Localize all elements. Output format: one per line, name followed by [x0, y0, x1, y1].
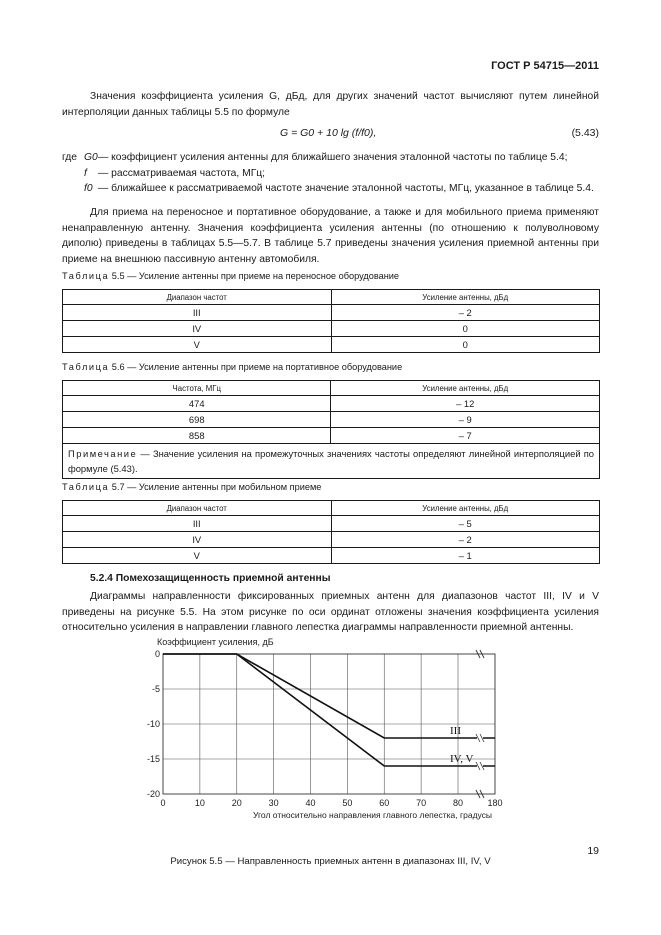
table-row — [63, 532, 600, 548]
series-line-iii — [163, 654, 495, 738]
table-row — [63, 428, 600, 444]
formula: G = G0 + 10 lg (f/f0), — [280, 127, 377, 139]
x-tick-label: 10 — [194, 798, 205, 808]
definition-row — [62, 166, 599, 182]
table-label: Таблица — [62, 362, 110, 372]
definition-row — [62, 181, 599, 197]
table-row — [63, 412, 600, 428]
table-5-7 — [62, 500, 600, 564]
x-tick-label: 20 — [231, 798, 242, 808]
table-row — [63, 548, 600, 564]
table-label: Таблица — [62, 482, 110, 492]
table-row — [63, 337, 600, 353]
table-header-row — [63, 290, 600, 305]
table-row — [63, 396, 600, 412]
page-number: 19 — [587, 845, 599, 857]
document-id: ГОСТ Р 54715—2011 — [491, 60, 599, 72]
column-header: Диапазон частот — [63, 290, 332, 305]
definition-prefix — [62, 166, 84, 182]
x-tick-label: 30 — [268, 798, 279, 808]
table-cell: – 9 — [331, 412, 600, 428]
table-caption-text: 5.6 — Усиление антенны при приеме на портативное оборудование — [111, 362, 403, 372]
table-5-7-caption — [62, 482, 321, 492]
definition-symbol: G0 — [84, 152, 98, 163]
table-row — [63, 321, 600, 337]
figure-caption: Рисунок 5.5 — Направленность приемных антенн в диапазонах III, IV, V — [170, 856, 491, 867]
x-tick-label: 40 — [305, 798, 316, 808]
table-row — [63, 305, 600, 321]
definition-symbol: f — [84, 167, 87, 179]
table-cell: IV — [63, 532, 332, 548]
figure-5-5-chart — [130, 632, 530, 828]
y-tick-label: -15 — [146, 754, 160, 764]
definitions — [62, 150, 599, 197]
table-cell: – 2 — [331, 532, 600, 548]
table-5-6-caption — [62, 362, 402, 372]
intro-paragraph: Значения коэффициента усиления G, дБд, для других значений частот вычисляют путем линейной интерполяции данных таблицы 5.5 по формуле — [62, 91, 599, 118]
section-title: 5.2.4 Помехозащищенность приемной антенны — [90, 573, 331, 584]
x-tick-label: 70 — [416, 798, 427, 808]
definition-symbol: f0 — [84, 183, 93, 195]
table-cell: – 5 — [331, 516, 600, 532]
table-cell: 858 — [63, 428, 331, 444]
y-tick-label: -10 — [146, 719, 160, 729]
definition-row — [62, 150, 599, 166]
y-axis-label: Коэффициент усиления, дБ — [157, 637, 274, 647]
table-header-row — [63, 381, 600, 396]
table-cell: 0 — [331, 337, 600, 353]
x-tick-label: 50 — [342, 798, 353, 808]
x-tick-label: 0 — [160, 798, 166, 808]
definition-prefix: где — [62, 152, 78, 163]
paragraph-2: Для приема на переносное и портативное оборудование, а также и для мобильного приема применяют ненаправленную антенну. Значения коэффициента усиления антенны (по отношению к полуволновому диполю) приведены в таблицах 5.5—5.7. В таблице 5.7 приведены значения усиления приемной антенны при приеме на внешнюю пассивную антенну автомобиля. — [62, 207, 599, 265]
table-row — [63, 516, 600, 532]
y-tick-label: -5 — [151, 684, 160, 694]
table-cell: III — [63, 305, 332, 321]
table-cell: – 2 — [331, 305, 600, 321]
definition-text: — рассматриваемая частота, МГц; — [98, 167, 266, 179]
series-label: III — [450, 725, 461, 737]
x-tick-label: 60 — [379, 798, 390, 808]
table-header-row — [63, 501, 600, 516]
definition-text: — коэффициент усиления антенны для ближайшего значения эталонной частоты по таблице 5.4; — [98, 152, 568, 163]
table-note — [63, 444, 600, 479]
formula-number: (5.43) — [571, 127, 599, 139]
column-header: Усиление антенны, дБд — [331, 381, 600, 396]
paragraph-3: Диаграммы направленности фиксированных приемных антенн для диапазонов частот III, IV и V приведены на рисунке 5.5. На этом рисунке по оси ординат отложены значения коэффициента усиления относительно усиления в направлении главного лепестка диаграммы направленности приемной антенны. — [62, 591, 599, 634]
column-header: Усиление антенны, дБд — [331, 290, 600, 305]
table-cell: – 12 — [331, 396, 600, 412]
table-cell: 0 — [331, 321, 600, 337]
table-cell: IV — [63, 321, 332, 337]
definition-text: — ближайшее к рассматриваемой частоте значение эталонной частоты, МГц, указанное в таблице 5.4. — [98, 183, 594, 195]
column-header: Диапазон частот — [63, 501, 332, 516]
series-line-iv-v — [163, 654, 495, 766]
table-5-6 — [62, 380, 600, 479]
series-label: IV, V — [450, 753, 474, 765]
table-5-5 — [62, 289, 600, 353]
table-cell: 698 — [63, 412, 331, 428]
x-axis-label: Угол относительно направления главного лепестка, градусы — [253, 810, 493, 820]
x-tick-label: 80 — [452, 798, 464, 808]
table-caption-text: 5.5 — Усиление антенны при приеме на переносное оборудование — [111, 271, 400, 281]
table-caption-text: 5.7 — Усиление антенны при мобильном приеме — [111, 482, 322, 492]
table-cell: – 7 — [331, 428, 600, 444]
chart-series — [163, 654, 495, 770]
table-cell: 474 — [63, 396, 331, 412]
x-tick-label: 180 — [487, 798, 503, 808]
table-cell: V — [63, 548, 332, 564]
table-cell: III — [63, 516, 332, 532]
table-5-5-caption — [62, 271, 399, 281]
table-cell: – 1 — [331, 548, 600, 564]
y-tick-label: -20 — [146, 789, 160, 799]
note-label: Примечание — [68, 448, 138, 459]
table-cell: V — [63, 337, 332, 353]
table-label: Таблица — [62, 271, 110, 281]
definition-prefix — [62, 181, 84, 197]
y-tick-label: 0 — [154, 649, 160, 659]
column-header: Частота, МГц — [63, 381, 331, 396]
note-text: — Значение усиления на промежуточных значениях частоты определяют линейной интерполяцией по формуле (5.43). — [68, 448, 595, 474]
table-note-row — [63, 444, 600, 479]
chart-labels — [147, 637, 503, 820]
column-header: Усиление антенны, дБд — [331, 501, 600, 516]
